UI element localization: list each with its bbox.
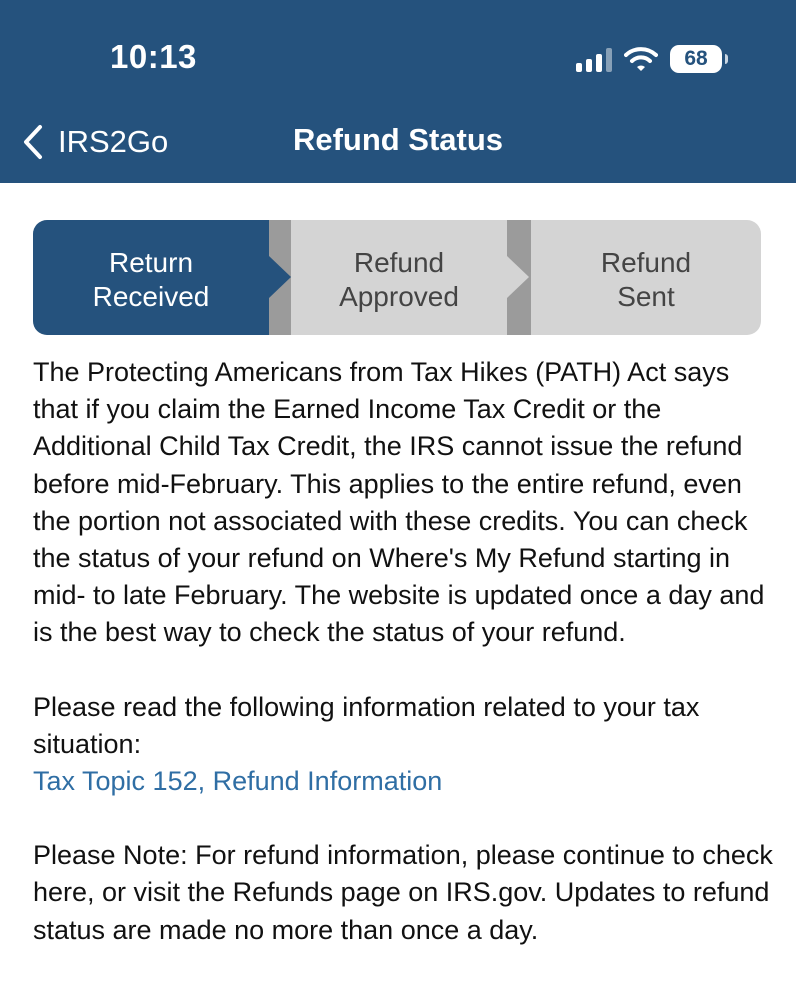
refund-progress-tracker bbox=[33, 220, 761, 335]
step-return-received-line2: Received bbox=[92, 281, 210, 312]
refund-note: Please Note: For refund information, please continue to check here, or visit the Refunds page on IRS.gov. Updates to refund status are made no more than once a day. bbox=[33, 840, 773, 945]
info-intro: Please read the following information related to your tax situation: bbox=[33, 691, 700, 759]
signal-icon bbox=[576, 46, 612, 72]
back-button-label: IRS2Go bbox=[58, 124, 169, 159]
step-refund-sent-line2: Sent bbox=[617, 281, 675, 312]
step-refund-approved bbox=[291, 246, 507, 314]
page-title: Refund Status bbox=[292, 122, 504, 157]
step-refund-approved-line2: Approved bbox=[339, 281, 459, 312]
step-refund-sent bbox=[531, 246, 761, 314]
step-return-received-line1: Return bbox=[108, 247, 194, 278]
wifi-icon bbox=[624, 46, 658, 72]
status-time: 10:13 bbox=[110, 38, 197, 75]
status-icons bbox=[576, 42, 722, 76]
step-refund-approved-line1: Refund bbox=[353, 247, 445, 278]
step-return-received bbox=[33, 246, 269, 314]
app-header bbox=[0, 0, 796, 183]
path-act-paragraph: The Protecting Americans from Tax Hikes (PATH) Act says that if you claim the Earned Income Tax Credit or the Additional Child Tax Credit, the IRS cannot issue the refund before mid-February. This applies to the entire refund, even the portion not associated with these credits. You can check the status of your refund on Where's My Refund starting in mid- to late February. The website is updated once a day and is the best way to check the status of your refund. bbox=[33, 357, 765, 648]
step-refund-sent-line1: Refund bbox=[600, 247, 692, 278]
tax-topic-152-link[interactable]: Tax Topic 152, Refund Information bbox=[33, 766, 443, 797]
refund-status-content bbox=[33, 354, 773, 949]
battery-level: 68 bbox=[684, 47, 708, 70]
battery-icon bbox=[670, 45, 722, 73]
